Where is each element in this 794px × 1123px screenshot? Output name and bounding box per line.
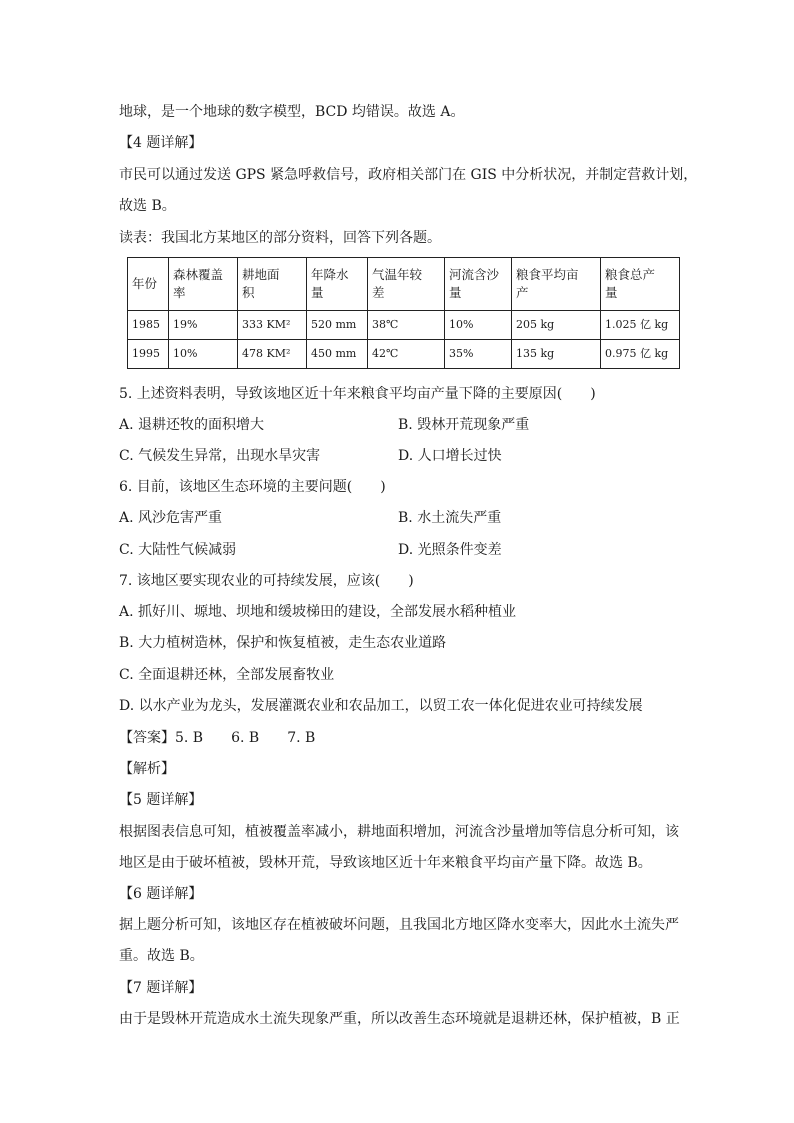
table-cell: 478 KM² (238, 340, 307, 369)
q6-option-c: C. 大陆性气候减弱 (119, 542, 237, 558)
table-cell: 1985 (128, 311, 169, 340)
explanation-line: 由于是毁林开荒造成水土流失现象严重，所以改善生态环境就是退耕还林，保护植被，B 正 (119, 1011, 680, 1027)
answer-line: 【答案】5. B 6. B 7. B (119, 730, 316, 746)
section-heading-q6: 【6 题详解】 (119, 886, 203, 902)
header-cell: 粮食总产 量 (601, 258, 680, 311)
q5-option-c: C. 气候发生异常，出现水旱灾害 (119, 448, 321, 464)
section-heading-q7: 【7 题详解】 (119, 980, 203, 996)
question-7-stem: 7. 该地区要实现农业的可持续发展，应该( ) (119, 573, 414, 589)
header-cell: 气温年较 差 (368, 258, 445, 311)
analysis-heading: 【解析】 (119, 761, 175, 777)
table-cell: 35% (445, 340, 512, 369)
table-cell: 1.025 亿 kg (601, 311, 680, 340)
table-cell: 10% (169, 340, 238, 369)
table-cell: 10% (445, 311, 512, 340)
q6-option-b: B. 水土流失严重 (398, 510, 502, 526)
header-cell: 河流含沙 量 (445, 258, 512, 311)
question-5-stem: 5. 上述资料表明，导致该地区近十年来粮食平均亩产量下降的主要原因( ) (119, 386, 596, 402)
explanation-line: 根据图表信息可知，植被覆盖率减小，耕地面积增加，河流含沙量增加等信息分析可知，该 (119, 824, 679, 840)
table-row (128, 340, 680, 369)
explanation-line: 重。故选 B。 (119, 948, 204, 964)
table-cell: 520 mm (307, 311, 368, 340)
question-6-stem: 6. 目前，该地区生态环境的主要问题( ) (119, 479, 386, 495)
header-cell: 森林覆盖 率 (169, 258, 238, 311)
text-line: 地球，是一个地球的数字模型，BCD 均错误。故选 A。 (119, 104, 465, 120)
table-cell: 205 kg (512, 311, 601, 340)
text-line: 市民可以通过发送 GPS 紧急呼救信号，政府相关部门在 GIS 中分析状况，并制定营救计划， (119, 167, 698, 183)
data-table (127, 257, 680, 369)
table-cell: 450 mm (307, 340, 368, 369)
header-cell: 粮食平均亩 产 (512, 258, 601, 311)
table-cell: 38℃ (368, 311, 445, 340)
header-cell: 年份 (128, 258, 169, 311)
table-header-row (128, 258, 680, 311)
q7-option-a: A. 抓好川、塬地、坝地和缓坡梯田的建设，全部发展水稻种植业 (119, 604, 517, 620)
q5-option-d: D. 人口增长过快 (398, 448, 502, 464)
q5-option-b: B. 毁林开荒现象严重 (398, 417, 530, 433)
header-cell: 年降水 量 (307, 258, 368, 311)
header-cell: 耕地面 积 (238, 258, 307, 311)
table-row (128, 311, 680, 340)
table-cell: 0.975 亿 kg (601, 340, 680, 369)
explanation-line: 据上题分析可知，该地区存在植被破坏问题，且我国北方地区降水变率大，因此水土流失严 (119, 917, 679, 933)
explanation-line: 地区是由于破坏植被，毁林开荒，导致该地区近十年来粮食平均亩产量下降。故选 B。 (119, 855, 652, 871)
table-intro: 读表：我国北方某地区的部分资料，回答下列各题。 (119, 230, 441, 246)
table-cell: 1995 (128, 340, 169, 369)
q7-option-b: B. 大力植树造林，保护和恢复植被，走生态农业道路 (119, 635, 447, 651)
table-cell: 42℃ (368, 340, 445, 369)
section-heading-q5: 【5 题详解】 (119, 792, 203, 808)
table-cell: 19% (169, 311, 238, 340)
section-heading-q4: 【4 题详解】 (119, 135, 203, 151)
q7-option-c: C. 全面退耕还林，全部发展畜牧业 (119, 667, 335, 683)
q6-option-d: D. 光照条件变差 (398, 542, 502, 558)
table-cell: 333 KM² (238, 311, 307, 340)
q6-option-a: A. 风沙危害严重 (119, 510, 223, 526)
q5-option-a: A. 退耕还牧的面积增大 (119, 417, 265, 433)
text-line: 故选 B。 (119, 198, 176, 214)
table-cell: 135 kg (512, 340, 601, 369)
q7-option-d: D. 以水产业为龙头，发展灌溉农业和农品加工，以贸工农一体化促进农业可持续发展 (119, 698, 643, 714)
